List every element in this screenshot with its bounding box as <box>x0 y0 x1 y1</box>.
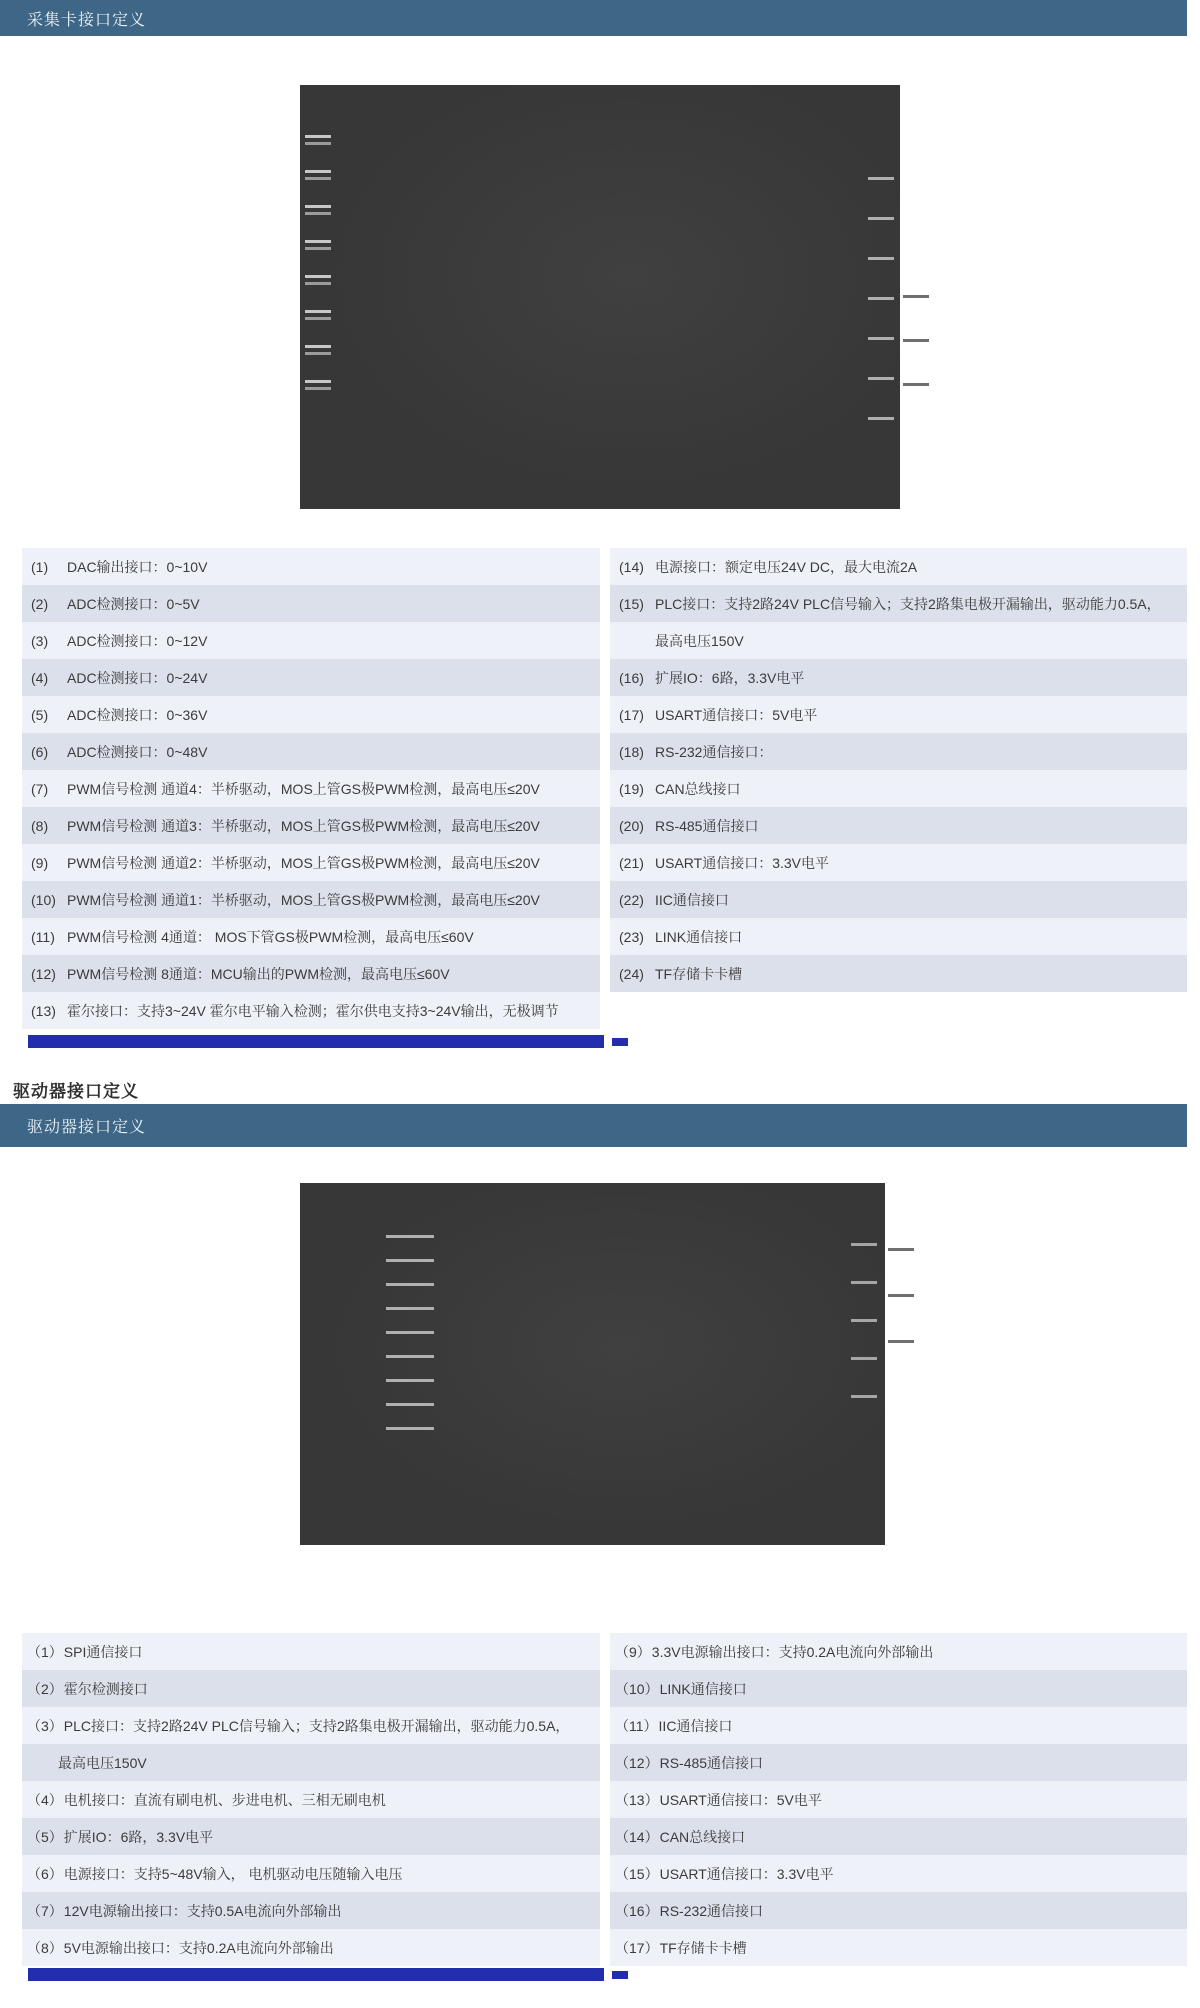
item-text: RS-232通信接口 <box>659 1902 764 1919</box>
list-item <box>22 1781 600 1818</box>
list-item <box>610 955 1187 992</box>
clipped-text: 驱动器接口定义 <box>13 1082 139 1101</box>
list-item <box>22 844 600 881</box>
item-number: （16） <box>615 1902 659 1919</box>
list-item <box>610 733 1187 770</box>
list-item <box>610 622 1187 659</box>
list-item <box>22 1744 600 1781</box>
item-number: （12） <box>615 1754 659 1771</box>
item-number: (6) <box>31 743 49 760</box>
list-item <box>610 1633 1187 1670</box>
list-item <box>610 585 1187 622</box>
item-text: RS-485通信接口 <box>655 817 759 834</box>
item-number: (7) <box>31 780 49 797</box>
item-number: (21) <box>619 854 644 871</box>
item-number: (5) <box>31 706 49 723</box>
section-title: 采集卡接口定义 <box>27 11 147 29</box>
list-item <box>610 1929 1187 1966</box>
item-text: USART通信接口：3.3V电平 <box>659 1865 834 1882</box>
list-item <box>610 1670 1187 1707</box>
driver-board-photo <box>300 1183 885 1545</box>
item-text: 扩展IO：6路，3.3V电平 <box>655 669 805 686</box>
item-text: 扩展IO：6路，3.3V电平 <box>63 1828 214 1845</box>
item-text: ADC检测接口：0~36V <box>67 706 208 723</box>
item-number: （2） <box>27 1680 63 1697</box>
item-number: （17） <box>615 1939 659 1956</box>
item-number: （4） <box>27 1791 63 1808</box>
section-header-driver <box>0 1104 1187 1147</box>
list-item <box>610 807 1187 844</box>
list-item <box>22 659 600 696</box>
item-number: （9） <box>615 1643 651 1660</box>
list-item <box>22 992 600 1029</box>
redaction-dash <box>612 1038 628 1046</box>
capture-card-interface-list-right <box>610 548 1187 992</box>
item-text: PWM信号检测 4通道： MOS下管GS极PWM检测，最高电压≤60V <box>67 928 474 945</box>
item-number: （6） <box>27 1865 63 1882</box>
list-item <box>610 1818 1187 1855</box>
item-number: （13） <box>615 1791 659 1808</box>
item-number: (22) <box>619 891 644 908</box>
item-text: 电机接口：直流有刷电机、步进电机、三相无刷电机 <box>63 1791 386 1808</box>
item-text: SPI通信接口 <box>63 1643 143 1660</box>
driver-interface-list-right <box>610 1633 1187 1966</box>
photo-annotation-marks <box>386 1235 434 1435</box>
item-text: PWM信号检测 8通道：MCU输出的PWM检测，最高电压≤60V <box>67 965 450 982</box>
item-text: TF存储卡卡槽 <box>655 965 743 982</box>
item-number: (13) <box>31 1002 56 1019</box>
photo-annotation-marks <box>903 295 929 407</box>
item-text: PLC接口：支持2路24V PLC信号输入；支持2路集电极开漏输出，驱动能力0.5A， <box>63 1717 570 1734</box>
item-text: IIC通信接口 <box>655 891 729 908</box>
item-number: (24) <box>619 965 644 982</box>
item-number: (23) <box>619 928 644 945</box>
list-item <box>22 1818 600 1855</box>
item-text: 最高电压150V <box>655 632 744 649</box>
item-number: (2) <box>31 595 49 612</box>
item-text: CAN总线接口 <box>655 780 741 797</box>
item-text: 电源接口：额定电压24V DC，最大电流2A <box>655 558 918 575</box>
item-number: （5） <box>27 1828 63 1845</box>
item-number: (15) <box>619 595 644 612</box>
list-item <box>610 659 1187 696</box>
item-text: ADC检测接口：0~5V <box>67 595 200 612</box>
list-item <box>22 955 600 992</box>
list-item <box>610 1707 1187 1744</box>
item-number: (11) <box>31 928 55 945</box>
item-number: (3) <box>31 632 49 649</box>
item-number: （8） <box>27 1939 63 1956</box>
item-number: （14） <box>615 1828 659 1845</box>
photo-annotation-marks <box>868 177 894 451</box>
item-number: (19) <box>619 780 644 797</box>
item-number: （10） <box>615 1680 659 1697</box>
list-item <box>610 844 1187 881</box>
list-item <box>22 1892 600 1929</box>
clipped-text-fragment <box>13 1082 183 1104</box>
item-number: (4) <box>31 669 49 686</box>
item-text: RS-485通信接口 <box>659 1754 764 1771</box>
redaction-dash <box>612 1971 628 1979</box>
item-number: (10) <box>31 891 56 908</box>
item-text: PWM信号检测 通道2：半桥驱动，MOS上管GS极PWM检测，最高电压≤20V <box>67 854 540 871</box>
section-header-capture-card <box>0 0 1187 36</box>
list-item <box>22 696 600 733</box>
item-number: (1) <box>31 558 49 575</box>
item-number: (18) <box>619 743 644 760</box>
list-item <box>610 696 1187 733</box>
list-item <box>22 1855 600 1892</box>
item-number: (12) <box>31 965 56 982</box>
list-item <box>22 1929 600 1966</box>
item-number: (8) <box>31 817 49 834</box>
item-number: （15） <box>615 1865 659 1882</box>
item-text: TF存储卡卡槽 <box>659 1939 747 1956</box>
item-text: 霍尔检测接口 <box>63 1680 148 1697</box>
redaction-bar <box>28 1968 604 1981</box>
item-number: (14) <box>619 558 644 575</box>
item-number: (16) <box>619 669 644 686</box>
list-item <box>610 918 1187 955</box>
list-item <box>22 622 600 659</box>
item-text: ADC检测接口：0~48V <box>67 743 208 760</box>
item-number: （11） <box>615 1717 658 1734</box>
item-text: LINK通信接口 <box>655 928 743 945</box>
item-text: USART通信接口：5V电平 <box>659 1791 822 1808</box>
item-text: RS-232通信接口： <box>655 743 773 760</box>
redaction-bar <box>28 1035 604 1048</box>
item-text: USART通信接口：3.3V电平 <box>655 854 829 871</box>
item-text: USART通信接口：5V电平 <box>655 706 818 723</box>
item-text: 12V电源输出接口：支持0.5A电流向外部输出 <box>63 1902 342 1919</box>
list-item <box>22 881 600 918</box>
list-item <box>610 881 1187 918</box>
item-text: DAC输出接口：0~10V <box>67 558 208 575</box>
item-text: IIC通信接口 <box>658 1717 733 1734</box>
list-item <box>22 548 600 585</box>
item-text: ADC检测接口：0~24V <box>67 669 208 686</box>
section-title: 驱动器接口定义 <box>27 1119 147 1136</box>
list-item <box>610 548 1187 585</box>
photo-annotation-marks <box>305 135 331 409</box>
photo-annotation-marks <box>888 1248 914 1358</box>
item-text: ADC检测接口：0~12V <box>67 632 208 649</box>
item-text: 电源接口：支持5~48V输入， 电机驱动电压随输入电压 <box>63 1865 403 1882</box>
list-item <box>22 918 600 955</box>
list-item <box>22 1633 600 1670</box>
list-item <box>610 770 1187 807</box>
list-item <box>22 733 600 770</box>
list-item <box>22 1670 600 1707</box>
list-item <box>22 585 600 622</box>
driver-interface-list-left <box>22 1633 600 1966</box>
item-number: （1） <box>27 1643 63 1660</box>
list-item <box>610 1744 1187 1781</box>
item-text: LINK通信接口 <box>659 1680 747 1697</box>
list-item <box>22 1707 600 1744</box>
item-text: 最高电压150V <box>58 1754 147 1771</box>
item-number: (20) <box>619 817 644 834</box>
capture-card-photo <box>300 85 900 509</box>
list-item <box>610 1892 1187 1929</box>
item-number: (9) <box>31 854 49 871</box>
item-number: (17) <box>619 706 644 723</box>
capture-card-interface-list-left <box>22 548 600 1029</box>
list-item <box>22 770 600 807</box>
list-item <box>610 1855 1187 1892</box>
photo-annotation-marks <box>851 1243 877 1430</box>
item-text: CAN总线接口 <box>659 1828 746 1845</box>
item-text: PLC接口：支持2路24V PLC信号输入；支持2路集电极开漏输出，驱动能力0.5A， <box>655 595 1161 612</box>
item-number: （7） <box>27 1902 63 1919</box>
item-text: 5V电源输出接口：支持0.2A电流向外部输出 <box>63 1939 334 1956</box>
item-text: 3.3V电源输出接口：支持0.2A电流向外部输出 <box>651 1643 934 1660</box>
item-number: （3） <box>27 1717 63 1734</box>
item-text: PWM信号检测 通道4：半桥驱动，MOS上管GS极PWM检测，最高电压≤20V <box>67 780 540 797</box>
list-item <box>610 1781 1187 1818</box>
item-text: PWM信号检测 通道3：半桥驱动，MOS上管GS极PWM检测，最高电压≤20V <box>67 817 540 834</box>
list-item <box>22 807 600 844</box>
item-text: 霍尔接口：支持3~24V 霍尔电平输入检测；霍尔供电支持3~24V输出，无极调节 <box>67 1002 559 1019</box>
item-text: PWM信号检测 通道1：半桥驱动，MOS上管GS极PWM检测，最高电压≤20V <box>67 891 540 908</box>
